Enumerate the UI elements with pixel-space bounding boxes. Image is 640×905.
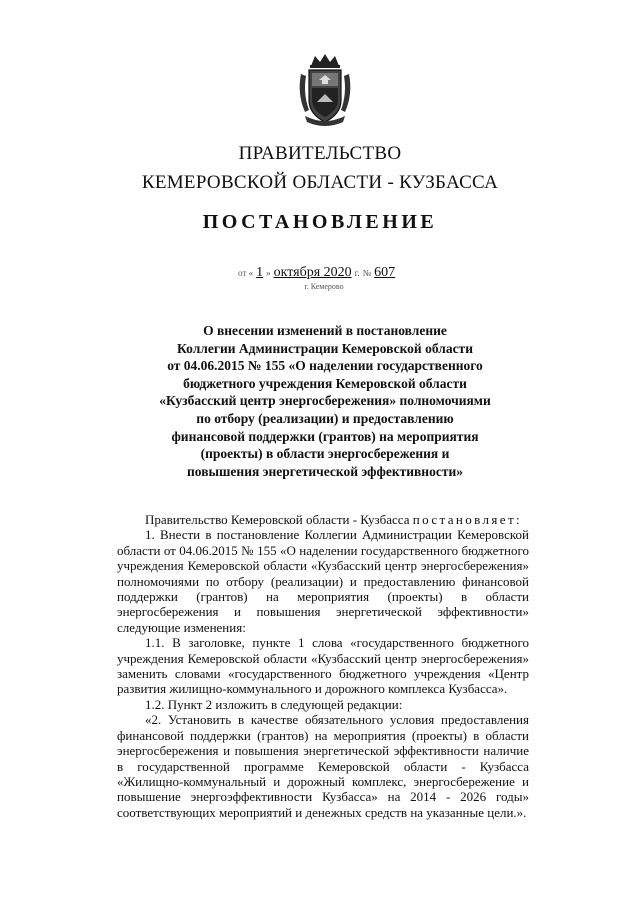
title-line: Коллегии Администрации Кемеровской области [177, 340, 473, 356]
paragraph-1: 1. Внести в постановление Коллегии Администрации Кемеровской области от 04.06.2015 № 155 «О наделении государственного бюджетного учреждения Кемеровской области «Кузбасский центр энергосбережения» полномочиями по отбору (реализации) и предоставлению финансовой поддержки (грантов) на мероприятия (проекты) в области энергосбережения и повышения энергетической эффективности» следующие изменения: [117, 527, 529, 635]
title-line: бюджетного учреждения Кемеровской области [183, 375, 467, 391]
title-line: финансовой поддержки (грантов) на мероприятия [171, 428, 479, 444]
title-line: по отбору (реализации) и предоставлению [196, 410, 454, 426]
document-number: 607 [374, 265, 396, 280]
intro-paragraph [117, 512, 529, 527]
paragraph-2-quoted: «2. Установить в качестве обязательного условия предоставления финансовой поддержки (грантов) на мероприятия (проекты) в области энергосбережения и повышения энергетической эффективности наличие в государственной программе Кемеровской области - Кузбасса «Жилищно-коммунальный и дорожный комплекс, энергосбережение и повышение энергоэффективности Кузбасса» на 2014 - 2026 годы» соответствующих мероприятий и денежных средств на указанные цели.». [117, 712, 529, 820]
document-title [150, 322, 500, 480]
coat-of-arms-icon [295, 52, 355, 128]
title-line: повышения энергетической эффективности» [187, 463, 463, 479]
document-type-heading: ПОСТАНОВЛЕНИЕ [202, 211, 438, 233]
government-title-line2: КЕМЕРОВСКОЙ ОБЛАСТИ - КУЗБАССА [141, 172, 499, 193]
intro-spaced-verb: постановляет: [412, 512, 523, 527]
date-month-year: октября 2020 [273, 265, 352, 280]
title-line: (проекты) в области энергосбережения и [200, 446, 450, 462]
date-from-label: от « [238, 268, 254, 278]
title-line: от 04.06.2015 № 155 «О наделении государственного [167, 358, 483, 374]
issue-place: г. Кемерово [304, 282, 344, 291]
government-title-line1: ПРАВИТЕЛЬСТВО [238, 143, 402, 164]
title-line: «Кузбасский центр энергосбережения» полномочиями [159, 393, 491, 409]
intro-prefix: Правительство Кемеровской области - Кузбасса [145, 512, 410, 527]
title-line: О внесении изменений в постановление [203, 323, 447, 338]
paragraph-1-1: 1.1. В заголовке, пункте 1 слова «государственного бюджетного учреждения Кемеровской области «Кузбасский центр энергосбережения» заменить словами «государственного бюджетного учреждения «Центр развития жилищно-коммунального и дорожного комплекса Кузбасса». [117, 635, 529, 697]
date-day: 1 [256, 265, 264, 280]
document-body [117, 512, 529, 820]
date-line [238, 265, 395, 281]
date-close-quote: » [266, 268, 271, 278]
document-number-label: № [362, 268, 372, 278]
date-year-suffix: г. [354, 268, 360, 278]
paragraph-1-2: 1.2. Пункт 2 изложить в следующей редакции: [145, 696, 403, 712]
